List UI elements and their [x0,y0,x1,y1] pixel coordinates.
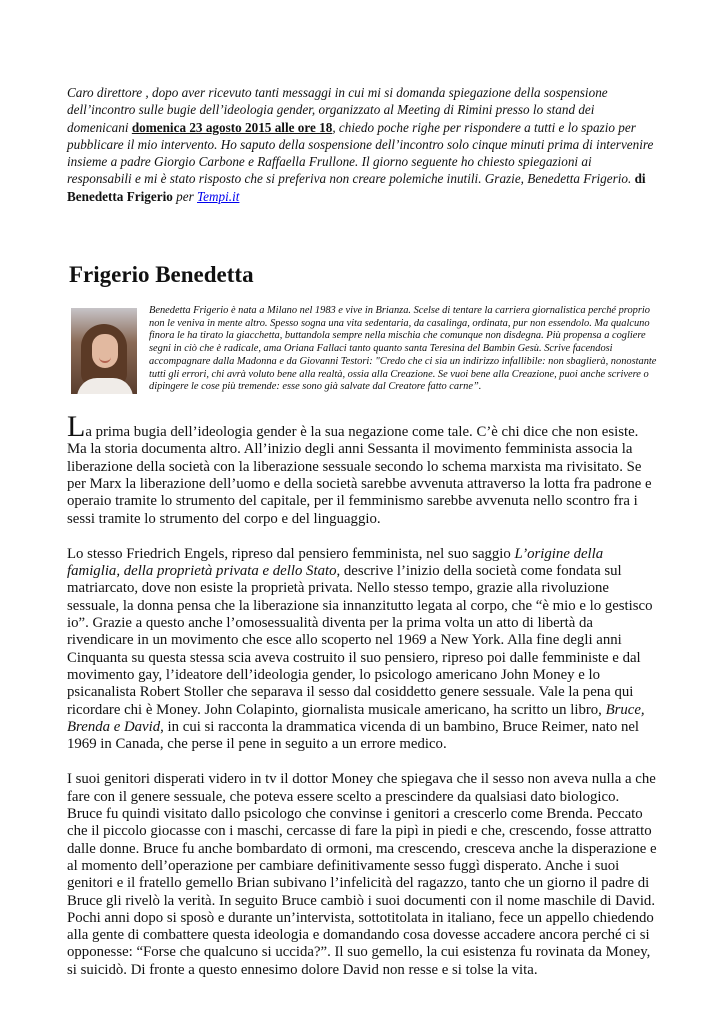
intro-byline: di Benedetta Frigerio [67,171,646,204]
paragraph-3: I suoi genitori disperati videro in tv il dottor Money che spiegava che il sesso non aveva nulla a che fare con il genere sessuale, che poteva essere scelto a prescindere da qualsiasi dato biologico. Bruce fu quindi visitato dallo psicologo che convinse i genitori a crescerlo come Brenda. Peccato che il piccolo giocasse con i maschi, cercasse di fare la pipì in piedi e che, crescendo, fosse attratto dalle donne. Bruce fu anche bombardato di ormoni, ma crescendo, cresceva anche la disperazione e al momento dell’operazione per cambiare definitivamente sesso fuggì disperato. Anche i suoi genitori e il fratello gemello Brian subivano l’infelicità del ragazzo, tanto che un giorno il padre di Bruce gli rivelò la verità. In seguito Bruce cambiò i suoi documenti con il nome maschile di David. Pochi anni dopo si sposò e durante un’intervista, sottotitolata in italiano, fece un appello chiedendo alla gente di combattere questa ideologia e domandando cosa dovesse accadere ancora perché ci si opponesse: “Forse che qualcuno si uccida?”. Il suo gemello, la cui esistenza fu rovinata da Money, si suicidò. Di fronte a questo ennesimo dolore David non resse e si tolse la vita. [67,771,657,978]
intro-per: per [172,188,198,204]
tempi-link[interactable]: Tempi.it [197,188,240,204]
article-page [67,84,657,979]
paragraph-1 [67,410,657,528]
intro-text-before-date: Caro direttore , dopo aver ricevuto tanti messaggi in cui mi si domanda spiegazione della sospensione dell’incontro sulle bugie dell’ideologia gender, organizzato al Meeting di Rimini presso lo stand dei domenicani [67,85,608,135]
author-bio [67,305,657,394]
book-title-engels: L’origine della famiglia, della proprietà privata e dello Stato [67,545,604,580]
paragraph-1-text: a prima bugia dell’ideologia gender è la sua negazione come tale. C’è chi dice che non esiste. Ma la storia documenta altro. All’inizio degli anni Sessanta il movimento femminista associa la liberazione della società con la liberazione sessuale secondo lo schema marxista ma rivisitato. Se per Marx la liberazione dell’uomo e della società sarebbe avvenuta attraverso la lotta fra padrone e operaio tramite lo strumento del capitale, per il femminismo sarebbe avvenuta nello scontro fra i sessi tramite lo strumento del corpo e del linguaggio. [67,424,652,527]
author-bio-text: Benedetta Frigerio è nata a Milano nel 1983 e vive in Brianza. Scelse di tentare la carriera giornalistica perché proprio non le veniva in mente altro. Spesso sogna una vita sedentaria, da casalinga, ordinata, pur non essendolo. Ma qualcuno finora le ha tirato la giacchetta, buttandola sempre nella mischia che comunque non disdegna. Più propensa a cogliere segni in ciò che è radicale, ama Oriana Fallaci tanto quanto santa Teresina del Bambin Gesù. Scrive facendosi accompagnare dalla Madonna e da Giovanni Testori: "Credo che ci sia un indirizzo infallibile: non sbaglierà, nonostante tutti gli errori, chi avrà voluto bene alla realtà, ossia alla Creazione. Se vuoi bene alla Creazione, puoi anche scrivere o dipingere le cose più tremende: esse sono già salvate dal Creatore fatto carne”. [149,305,657,393]
drop-cap: L [67,410,86,444]
intro-text-after-date: , chiedo poche righe per rispondere a tutti e lo spazio per pubblicare il mio intervento. Ho saputo della sospensione dell’incontro solo cinque minuti prima di intervenire insieme a padre Giorgio Carbone e Raffaella Frullone. Il giorno seguente ho chiesto spiegazioni ai responsabili e mi è stato risposto che si preferiva non creare polemiche inutili. Grazie, Benedetta Frigerio. [67,119,654,187]
paragraph-2-text-a: Lo stesso Friedrich Engels, ripreso dal pensiero femminista, nel suo saggio [67,545,515,562]
author-heading: Frigerio Benedetta [69,262,254,288]
intro-note [67,84,657,205]
paragraph-2 [67,546,657,754]
intro-date: domenica 23 agosto 2015 alle ore 18 [131,119,333,135]
paragraph-2-text-b: , descrive l’inizio della società come fondata sul matriarcato, dove non esiste la proprietà privata. Nello stesso tempo, grazie alla rivoluzione sessuale, la donna pensa che la liberazione sia innanzitutto legata al corpo, che “è mio e lo gestisco io”. Grazie a questo anche l’omosessualità diventa per la prima volta un atto di libertà da rivendicare in un movimento che esce allo scoperto nel 1969 a New York. Alla fine degli anni Cinquanta su questa stessa scia aveva costruito il suo pensiero, ripreso poi dalle femministe e dal movimento gay, l’ideatore dell’ideologia gender, lo psicologo americano John Money e lo psicanalista Robert Stoller che separava il sesso dal cosiddetto genere sessuale. Vale la pena qui ricordare chi è Money. John Colapinto, giornalista musicale americano, ha scritto un libro, [67,563,653,718]
paragraph-2-text-c: , in cui si racconta la drammatica vicenda di un bambino, Bruce Reimer, nato nel 1969 in Canada, che perse il pene in seguito a un errore medico. [67,718,640,753]
book-title-colapinto: Bruce, Brenda e David [67,701,645,735]
author-photo [71,308,137,394]
